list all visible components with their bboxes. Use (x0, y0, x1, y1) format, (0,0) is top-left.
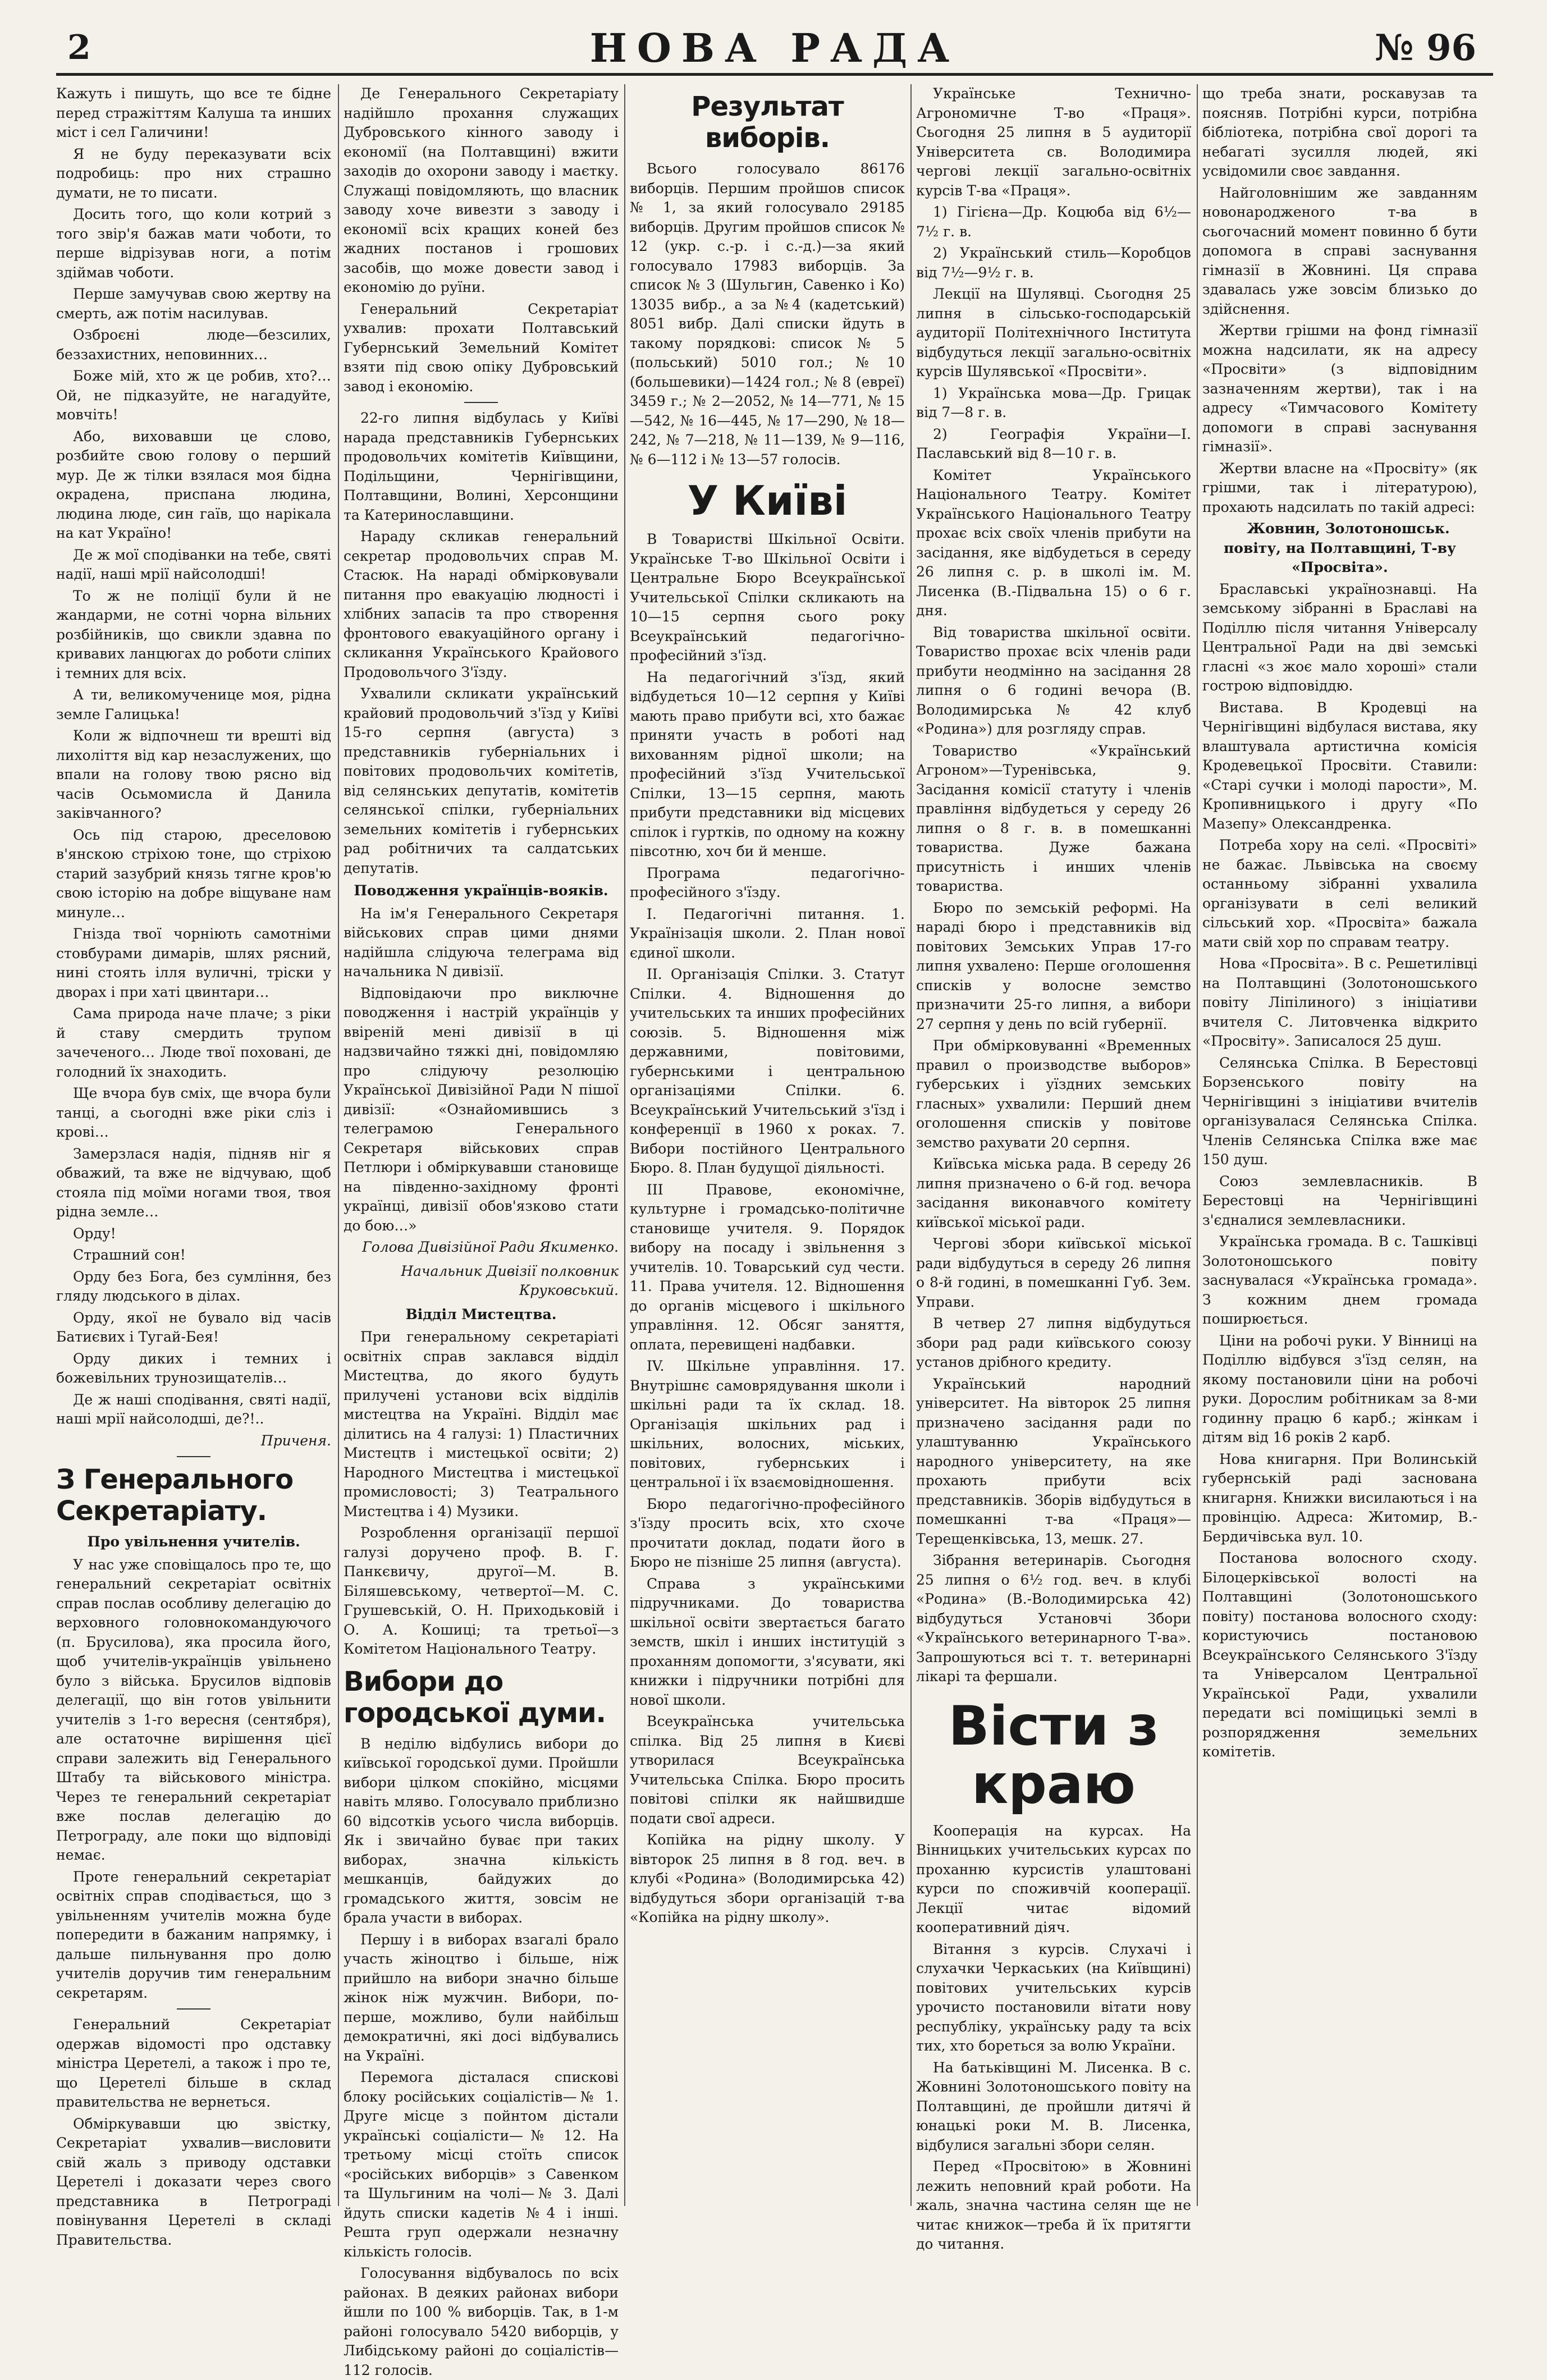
signature: Голова Дивізійної Ради Якименко. (362, 1239, 619, 1255)
article-paragraph: Вистава. В Кродевці на Чернігівщині відбулася вистава, яку влаштувала артистична комісія Кродевецької Просвіти. Ставили: «Старі сучки і молоді пароcти», М. Кропивницького і другу «По Мазепу» Олександренка. (1202, 699, 1477, 832)
article-paragraph: Нова «Просвіта». В с. Решетилівці на Полтавщині (Золотоношського повіту Ліпілиного) з ініціативи вчителя С. Литовченка відкрито «Просвіту». Записалося 25 душ. (1202, 955, 1477, 1049)
article-paragraph: То ж не поліції були й не жандарми, не сотні чорна вільних розбійників, що свикли здавна по кривавих ланцюгах до роботи сліпих і темних для всіх. (56, 587, 331, 681)
article-paragraph: Генеральний Секретаріат ухвалив: прохати Полтавський Губернський Земельний Комітет взяти під свою опіку Дубровський завод і економію. (344, 300, 619, 395)
article-paragraph: Розроблення організації першої галузі доручено проф. В. Г. Панкєвичу, другої—М. В. Біляшевському, четвертої—М. С. Грушевській, О. Н. Приходьковій і О. А. Кошиці; та третьої—з Комітетом Національного Театру. (344, 1525, 619, 1657)
section-heading: Вісти з краю (948, 1694, 1159, 1816)
article-paragraph: Селянська Спілка. В Берестовці Борзенського повіту на Чернігівщині з ініціативи вчителів організувалася Селянська Спілка. Членів Селянська Спілка вже має 150 душ. (1202, 1054, 1477, 1168)
article-paragraph: Нараду скликав генеральний секретар продовольчих справ М. Стасюк. На нараді обмірковували питання про евакуацію людності і хлібних запасів та про створення фронтового евакуаційного органу і скликання Українського Крайового Продовольчого З'їзду. (344, 528, 619, 680)
article-paragraph: А ти, великомученице моя, рідна земле Галицька! (56, 686, 331, 722)
article-paragraph: На батьківщині М. Лисенка. В с. Жовнині Золотоношського повіту на Полтавщині, де пройшли дитячі й юнацькі роки М. В. Лисенка, відбулися загальні збори селян. (916, 2059, 1191, 2153)
article-paragraph: Досить того, що коли котрий з того звір'я бажав мати чоботи, то перше відрізував ноги, а потім здіймав чоботи. (56, 206, 331, 281)
article-paragraph: Бюро педагогічно-професійного з'їзду просить всіх, хто схоче прочитати доклад, подати його в Бюро не пізніше 25 липня (августа). (630, 1495, 905, 1570)
article-paragraph: Генеральний Секретаріат одержав відомості про одставку міністра Церетелі, а також і про те, що Церетелі більше в склад правительства не вернеться. (56, 2016, 331, 2110)
address-line: Жовнин, Золотоношськ. повіту, на Полтавщині, Т-ву «Просвіта». (1223, 520, 1457, 575)
column-4 (916, 84, 1191, 2252)
article-paragraph: Потреба хору на селі. «Просвіті» не бажає. Львівська на своєму останньому зібранні ухвалила організувати в селі великий сільський хор. «Просвіта» бажала мати свій хор по справам театру. (1202, 837, 1477, 950)
article-paragraph: Відповідаючи про виключне поводження і настрій українців у ввіреній мені дивізії в ці надзвичайно тяжкі дні, повідомляю про слідуючу резолюцію Української Дивізійної Ради N пішої дивізії: «Ознайомившись з телеграмою Генерального Секретаря військових справ Петлюри і обміркувавши становище на південно-західному фронті українці, дивізії обов'язково стати до бою…» (344, 985, 619, 1234)
article-paragraph: I. Педагогічні питання. 1. Українізація школи. 2. План нової єдиної школи. (630, 905, 905, 961)
article-paragraph: III Правове, економічне, культурне і громадсько-політичне становище учителя. 9. Порядок вибору на посаду і звільнення з учителів. 10. Товарський суд чести. 11. Права учителя. 12. Відношення до органів місцевого і шкільного управління. 12. Обсяг заняття, оплата, перевищені надбавки. (630, 1181, 905, 1353)
column-rule (910, 84, 912, 2206)
article-paragraph: Вітання з курсів. Слухачі і слухачки Черкаських (на Київщині) повітових учительських курсів урочисто постановили вітати нову республіку, українську раду та всіх тих, хто бореться за волю України. (916, 1940, 1191, 2054)
article-paragraph: Перемога дісталася списковi блоку російських соціалістів—№ 1. Друге місце з пойнтом дістали українські соціалісти—№ 12. На третьому місці стоїть список «російських виборців» з Савенком та Шульгиним на чолі—№ 3. Далі йдуть списки кадетів №4 і інші. Решта груп одержали незначну кількість голосів. (344, 2069, 619, 2260)
article-paragraph: Від товариства шкільної освіти. Товариство прохає всіх членів ради прибути неодмінно на засідання 28 липня о 6 годині вечора (В. Володимирська № 42 клуб «Родина») для розгляду справ. (916, 624, 1191, 737)
signature: Начальник Дивізії полковник Круковський. (401, 1262, 619, 1298)
article-paragraph: Жертви грішми на фонд гімназії можна надсилати, як на адресу «Просвіти» (з відповідним зазначенням жертви), так і на адресу «Тимчасового Комітету допомоги в справі заснування гімназії». (1202, 322, 1477, 455)
article-paragraph: 2) Географія України—І. Паславський від 8—10 г. в. (916, 425, 1191, 461)
article-paragraph: Копійка на рідну школу. У вівторок 25 липня в 8 год. веч. в клубі «Родина» (Володимирська 42) відбудуться збори організацій т-ва «Копійка на рідну школу». (630, 1832, 905, 1925)
article-paragraph: На ім'я Генерального Секретаря військових справ цими днями надійшла слідуюча телеграма від начальника N дивізії. (344, 905, 619, 980)
article-paragraph: Обміркувавши цю звістку, Секретаріат ухвалив—висловити свій жаль з приводу одставки Церетелі і доказати через свого представника в Петрограді повінування Церетелі в складі Правительства. (56, 2115, 331, 2248)
article-paragraph: Ще вчора був сміх, ще вчора були танці, а сьогодні вже ріки сліз і крові… (56, 1085, 331, 1140)
article-paragraph: Ухвалили скликати український крайовий продовольчий з'їзд у Київі 15-го серпня (августа) з представників губерніальних і повітових продовольчих комітетів, від селянських депутатів, комітетів селянської спілки, губерніальних земельних комітетів і губернських рад робітничих та салдатських депутатів. (344, 685, 619, 876)
article-paragraph: Орду без Бога, без сумління, без гляду людського в ділах. (56, 1268, 331, 1304)
article-paragraph: Нова книгарня. При Волинській губернській раді заснована книгарня. Книжки висилаються і на провінцію. Адреса: Житомир, В.-Бердичівська вул. 10. (1202, 1450, 1477, 1545)
article-paragraph: Орду диких і темних і божевільних трунозищателів… (56, 1350, 331, 1386)
column-1 (56, 84, 331, 2248)
article-paragraph: Всього голосувало 86176 виборців. Першим пройшов список № 1, за який голосувало 29185 виборців. Другим пройшов список № 12 (укр. с.-р. і с.-д.)—за який голосувало 17983 виборців. За список № 3 (Шульгин, Савенко і Кo) 13035 вибр., а за №4 (кадетський) 8051 вибр. Далі списки йдуть в такому порядкові: список № 5 (польський) 5010 гол.; №10 (большевики)—1424 гол.; № 8 (евреї) 3459 г.; № 2—2052, № 14—771, № 15—542, № 16—445, № 17—290, № 18—242, № 7—218, № 11—139, № 9—116, № 6—112 і № 13—57 голосів. (630, 161, 905, 468)
newspaper-page (56, 22, 1493, 2378)
article-paragraph: Гнізда твої чорніють самотніми стовбурами димарів, шлях рясний, нині стоять ілля вуличні, тріски у дворах і при хаті цвинтари… (56, 926, 331, 1000)
column-2 (344, 84, 619, 2378)
article-paragraph: що треба знати, роскавузав та поясняв. Потрібні курси, потрібна бібліотека, потрібна свої дорогі та небагаті зусилля людей, які усвідомили своє завдання. (1202, 85, 1477, 179)
column-rule (1197, 84, 1198, 2206)
article-paragraph: В Товаристві Шкільної Освіти. Українське Т-во Шкільної Освіти і Центральне Бюро Всеукраїнської Учительської Спілки скликають на 10—15 серпня сього року Всеукраїнський педагогічно-професійний з'їзд. (630, 531, 905, 663)
section-heading: Вибори до городської думи. (344, 1665, 606, 1729)
article-paragraph: Замерзлася надія, підняв ніг я обважий, та вже не відчуваю, щоб стояла під моїми ногами твоя, твоя рідна земле… (56, 1145, 331, 1220)
article-paragraph: Кооперація на курсах. На Вінницьких учительських курсах по проханню курсистів улаштовані курси по споживчій кооперації. Лекції читає відомий кооперативний діяч. (916, 1822, 1191, 1935)
article-paragraph: В неділю відбулись вибори до київської городської думи. Пройшли вибори цілком спокійно, місцями навіть мляво. Голосувало приблизно 60 відсотків усього числа виборців. Як і звичайно буває при таких виборах, значна кількість мешканців, байдужих до громадського життя, зовсім не брала участи в виборах. (344, 1735, 619, 1926)
article-paragraph: Програма педагогічно-професійного з'їзду. (630, 864, 905, 900)
article-paragraph: Ось під старою, дреселовою в'янскою стріхою тоне, що стріхою старий зазубрий князь тягне кров'ю свою історію на добре віщуване нам минуле… (56, 826, 331, 921)
article-paragraph: 1) Українська мова—Др. Грицак від 7—8 г. в. (916, 385, 1191, 420)
article-paragraph: Або, виховавши це слово, розбийте свою голову о перший мур. Де ж тілки взялася моя бідна окрадена, приспана людина, людина люде, син гаїв, що нарікала на кат Україно! (56, 428, 331, 541)
column-rule (338, 84, 339, 2206)
article-paragraph: Де Генерального Секретаріату надійшло прохання служащих Дубровського кінного заводу і економії (на Полтавщині) вжити заходів до охорони заводу і маєтку. Служащі повідомляють, що власник заводу хоче вивезти з заводу і економії всіх кращих коней без жадних постанов і грошових засобів, що може довести завод і економію до руїни. (344, 85, 619, 295)
divider (177, 1456, 210, 1457)
article-paragraph: Де ж наші сподівання, святі надії, наші мрії найсолодші, де?!.. (56, 1391, 331, 1427)
column-5 (1202, 84, 1477, 2212)
article-paragraph: Українська громада. В с. Ташківці Золотоношського повіту заснувалася «Українська громада». З кожним днем громада поширюється. (1202, 1233, 1477, 1327)
article-paragraph: Союз землевласників. В Берестовці на Чернігівщині з'єдналися землевласники. (1202, 1173, 1477, 1228)
article-paragraph: 2) Український стиль—Коробцов від 7½—9½ г. в. (916, 245, 1191, 281)
divider (177, 2008, 210, 2010)
article-paragraph: Боже мій, хто ж це робив, хто?… Ой, не підказуйте, не нагадуйте, мовчіть! (56, 368, 331, 423)
article-paragraph: Орду! (73, 1225, 116, 1242)
section-heading: З Генерального Секретаріату. (56, 1464, 294, 1527)
masthead (56, 22, 1493, 76)
article-paragraph: Голосування відбувалось по всіх районах. В деяких районах вибори йшли по 100 % виборців. Так, в 1-м районі голосувало 5420 виборців, у Либідському районі до соціалістів—112 голосів. (344, 2265, 619, 2378)
issue-number: № 96 (1375, 27, 1476, 69)
article-paragraph: 22-го липня відбулась у Київі нарада представників Губернських продовольчих комітетів Київщини, Подільщини, Чернігівщини, Полтавщини, Волині, Херсонщини та Катеринославщини. (344, 410, 619, 523)
article-paragraph: Зібрання ветеринарів. Сьогодня 25 липня о 6½ год. веч. в клубі «Родина» (В.-Володимирська 42) відбудуться Установчі Збори «Українського ветеринарного Т-ва». Запрошуються всі т. т. ветеринарні лікарі та фершали. (916, 1552, 1191, 1685)
article-paragraph: Орду, якої не бувало від часів Батиєвих і Тугай-Бея! (56, 1309, 331, 1345)
column-3 (630, 84, 905, 2212)
article-paragraph: Чергові збори київської міської ради відбудуться в середу 26 липня о 8-й годині, в помешканні Губ. Зем. Управи. (916, 1235, 1191, 1310)
newspaper-title: НОВА РАДА (589, 25, 960, 71)
article-paragraph: Браславські українознавці. На земському зібранні в Браславі на Поділлю після читання Універсалу Центральної Ради на дві земські гласні «з жоє мало хороші» стали гострою відповіддю. (1202, 580, 1477, 694)
article-paragraph: Лекції на Шулявці. Сьогодня 25 липня в сільсько-господарській аудиторії Політехнічного Інститута відбудуться лекції загально-освітніх курсів Шулявської «Просвіти». (916, 286, 1191, 379)
article-paragraph: Найголовнішим же завданням новонародженого т-ва в сьогочасний момент повинно б бути допомога в справі заснування гімназії в Жовнині. Ця справа здавалась уже зовсім близько до здійснення. (1202, 184, 1477, 317)
article-paragraph: Першу і в виборах взагалі брало участь жіноцтво і більше, ніж прийшло на вибори значно більше жінок ніж мужчин. Вибори, по-перше, можливо, були найбільш демократичні, які досі відбувались на Україні. (344, 1931, 619, 2064)
article-paragraph: Український народний університет. На вівторок 25 липня призначено засідання ради по улаштуванню Українського народного університету, на яке прохають прибути всіх представників. Зборів відбудуться в помешканні т-ва «Праця»—Терещенківська, 13, мешк. 27. (916, 1375, 1191, 1547)
column-rule (624, 84, 625, 2206)
article-paragraph: Я не буду переказувати всіх подробиць: про них страшно думати, не то писати. (56, 145, 331, 201)
section-heading: У Київі (687, 477, 848, 524)
section-heading: Результат виборів. (691, 91, 844, 154)
article-paragraph: Всеукраїнська учительська спілка. Від 25 липня в Києві утворилася Всеукраїнська Учительська Спілка. Бюро просить повітові спілки як найшвидше подати свої адреси. (630, 1713, 905, 1827)
divider (464, 402, 498, 403)
article-paragraph: Проте генеральний секретаріат освітніх справ сподівається, що з увільненням учителів можна буде попередити в бажаним напрямку, і дальше пильнування про долю учителів доручив тим генеральним секретарям. (56, 1868, 331, 2001)
article-paragraph: IV. Шкільне управління. 17. Внутрішнє самоврядування школи і шкільні ради та їх склад. 18. Організація шкільних рад і шкільних, волосних, міських, повітових, губернських і центральної і їх взаємовідношення. (630, 1358, 905, 1490)
author-signature: Приченя. (260, 1432, 331, 1449)
article-paragraph: Бюро по земській реформі. На нараді бюро і представників від повітових Земських Управ 17-го липня ухвалено: Перше оголошення спискiв у волосне земство призначити 25-го липня, а вибори 27 серпня у день по всій губернії. (916, 899, 1191, 1032)
article-paragraph: Ціни на робочі руки. У Вінниці на Поділлю відбувся з'їзд селян, на якому постановили ціни на робочі руки. Дорослим робітникам за 8-ми годинну працю 6 карб.; жінкам і дітям від 16 років 2 карб. (1202, 1332, 1477, 1445)
article-paragraph: На педагогічний з'їзд, який відбудеться 10—12 серпня у Київі мають право прибути всі, хто бажає приняти участь в роботі над вихованням рідної школи; на професійний з'їзд Учительської Спілки, 13—15 серпня, мають прибути представники від місцевих спілок і гуртків, по одному на кожну півсотню, хоч би й менше. (630, 669, 905, 859)
article-paragraph: Комітет Українського Національного Театру. Комітет Українського Національного Театру прохає всіх своїх членів прибути на засідання, яке відбудеться в середу 26 липня с. р. в школі ім. М. Лисенка (В.-Підвальна 15) о 6 г. дня. (916, 466, 1191, 619)
subheading: Поводження українців-вояків. (354, 882, 608, 899)
article-paragraph: II. Організація Спілки. 3. Статут Спілки. 4. Відношення до учительських та инших професійних союзів. 5. Відношення між державними, повітовими, губернськими і центральною організаціями Спілки. 6. Всеукраїнський Учительський з'їзд і конференції в 1960 х роках. 7. Вибори постійного Центрального Бюро. 8. План будущої діяльності. (630, 966, 905, 1176)
article-paragraph: Перше замучував свою жертву на смерть, аж потім насилував. (56, 286, 331, 322)
article-paragraph: Озброєні люде—безсилих, беззахистних, неповинних… (56, 327, 331, 363)
subheading: Про увільнення учителів. (87, 1534, 300, 1550)
article-paragraph: Де ж мої сподіванки на тебе, святі надії, наші мрії найсолодші! (56, 546, 331, 582)
subheading: Відділ Мистецтва. (405, 1306, 557, 1322)
article-paragraph: Кажуть і пишуть, що все те бідне перед стражіттям Калуша та инших міст і сел Галичини! (56, 85, 331, 140)
article-paragraph: Справа з українськими підручниками. До товариства шкільної освіти звертається багато земств, шкіл і инших інституцій з проханням допомогти, з'ясувати, які книжки і підручники потрібні для нової школи. (630, 1575, 905, 1708)
article-paragraph: Постанова волосного сходу. Білоцерківської волості на Полтавщині (Золотоношського повіту) постанова волосного сходу: користуючись постановою Всеукраїнського Селянського З'їзду та Універсалом Центральної Української Ради, ухвалили передати всі поміщицькі землі в розпорядження земельних комітетів. (1202, 1550, 1477, 1760)
article-paragraph: У нас уже сповіщалось про те, що генеральний секретаріат освітніх справ послав особливу делегацію до верховного головнокомандуючого (п. Брусилова), яка просила його, щоб учителів-українців увільнено було з військa. Брусилов відповів делегації, що він готов увільнити учителів з 1-го вересня (сентября), але остаточне вирішення цієї справи залежить від Генерального Штабу та військового міністра. Через те генеральний секретаріат вже послав делегацію до Петрограду, але поки що відповіді немає. (56, 1556, 331, 1863)
article-paragraph: Київська міська рада. В середу 26 липня призначено о 6-й год. вечора засідання виконавчого комітету київської міської ради. (916, 1156, 1191, 1230)
article-paragraph: Українське Технично-Агрономичне Т-во «Праця». Сьогодня 25 липня в 5 аудиторії Університета св. Володимира чергові лекції загально-освітніх курсів Т-ва «Праця». (916, 85, 1191, 199)
article-paragraph: Перед «Просвітою» в Жовнині лежить неповний край роботи. На жаль, значна частина селян ще не читає книжок—треба й їх притягти до читання. (916, 2158, 1191, 2252)
article-paragraph: Страшний сон! (73, 1247, 186, 1263)
article-paragraph: 1) Гігієна—Др. Коцюба від 6½—7½ г. в. (916, 204, 1191, 240)
article-paragraph: При генеральному секретаріаті освітніх справ заклався відділ Мистецтва, до якого будуть прилучені установи всіх відділів мистецтва на Україні. Відділ має ділитись на 4 галузі: 1) Пластичних Мистецтв і мистецької освіти; 2) Народного Мистецтва і мистецької промисловості; 3) Театрального Мистецтва і 4) Музики. (344, 1329, 619, 1519)
article-paragraph: Сама природа наче плаче; з ріки й ставу смердить трупом зачеченого… Люде твої поховані, де голодний їх знаходить. (56, 1005, 331, 1080)
article-paragraph: Товариство «Український Агроном»—Туренівська, 9. Засідання комісії статуту і членів правління відбудеться у середу 26 липня о 8 г. в. в помешканні товариства. Дуже бажана присутність і инших членів товариства. (916, 742, 1191, 894)
article-paragraph: При обмірковуванні «Временных правил о производстве выборов» губерських і уїздних земських гласных» ухвалили: Перший днем оголошення списків у повітове земство рахувати 20 серпня. (916, 1037, 1191, 1151)
article-paragraph: В четвер 27 липня відбудуться збори рад ради київського союзу установ дрібного кредиту. (916, 1315, 1191, 1370)
page-number: 2 (67, 28, 91, 67)
article-paragraph: Жертви власне на «Просвіту» (як грішми, так і літературою), прохають надсилать по такій адресі: (1202, 460, 1477, 515)
article-paragraph: Коли ж відпочнеш ти врешті від лихоліття від кар незаслужених, що впали на голову твою рясно від часів Осьмомисла й Данила заківчанного? (56, 727, 331, 821)
